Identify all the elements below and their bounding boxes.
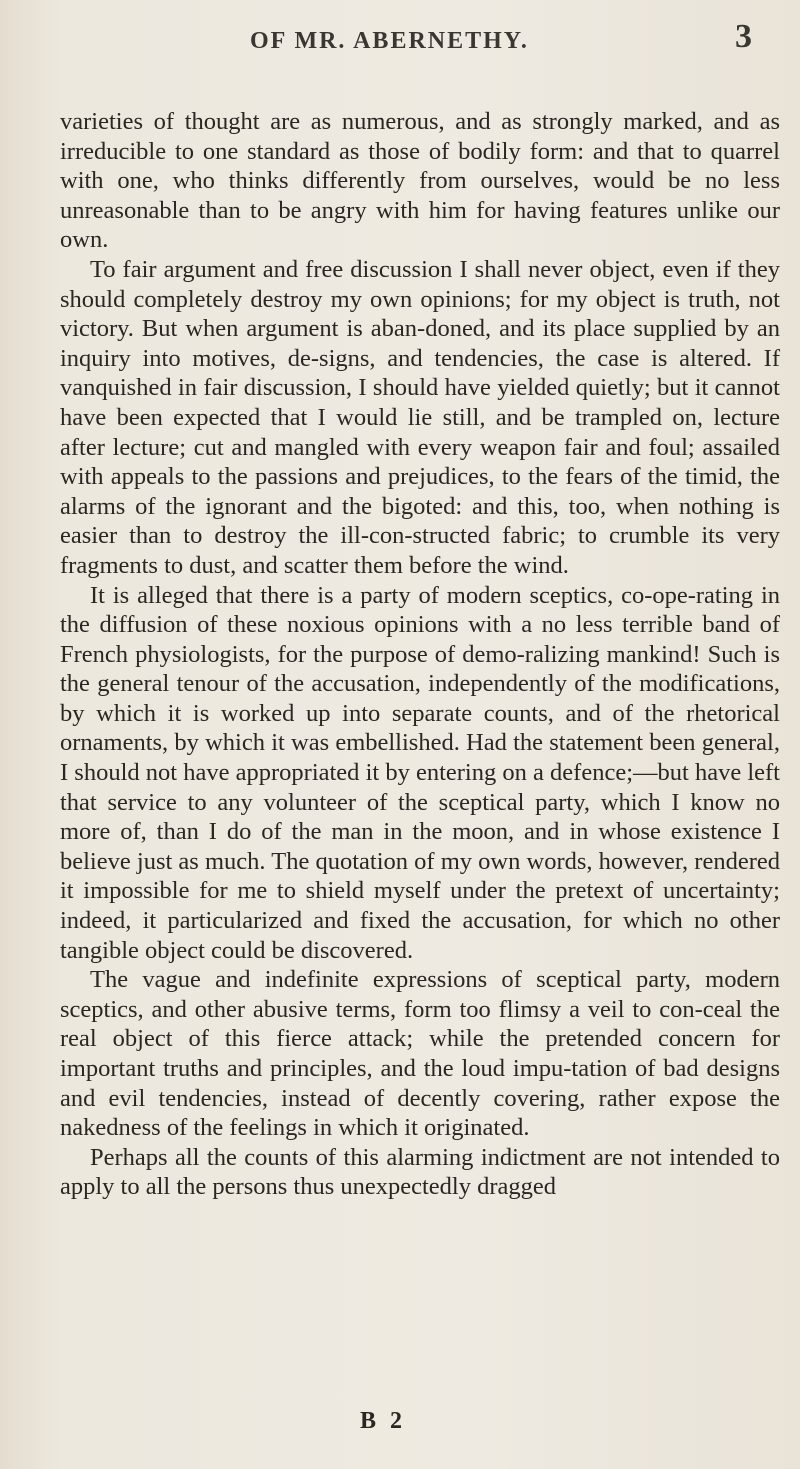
running-title: OF MR. ABERNETHY. <box>250 28 529 54</box>
body-text <box>60 107 780 1202</box>
signature-mark: B 2 <box>360 1408 407 1434</box>
paragraph-continued: varieties of thought are as numerous, and as strongly marked, and as irreducible to one standard as those of bodily form: and that to quarrel with one, who thinks differently from ourselves, would be no less unreasonable than to be angry with him for having features unlike our own. <box>60 108 780 254</box>
paragraph: To fair argument and free discussion I shall never object, even if they should completely destroy my own opinions; for my object is truth, not victory. But when argument is aban-doned, and its place supplied by an inquiry into motives, de-signs, and tendencies, the case is altered. If vanquished in fair discussion, I should have yielded quietly; but it cannot have been expected that I would lie still, and be trampled on, lecture after lecture; cut and mangled with every weapon fair and foul; assailed with appeals to the passions and prejudices, to the fears of the timid, the alarms of the ignorant and the bigoted: and this, too, when nothing is easier than to destroy the ill-con-structed fabric; to crumble its very fragments to dust, and scatter them before the wind. <box>60 255 780 579</box>
paragraph: Perhaps all the counts of this alarming indictment are not intended to apply to all the persons thus unexpectedly dragged <box>60 1143 780 1201</box>
running-head <box>0 18 800 58</box>
page-number: 3 <box>735 18 752 55</box>
paragraph: It is alleged that there is a party of modern sceptics, co-ope-rating in the diffusion of these noxious opinions with a no less terrible band of French physiologists, for the purpose of demo-ralizing mankind! Such is the general tenour of the accusation, independently of the modifications, by which it is worked up into separate counts, and of the rhetorical ornaments, by which it was embellished. Had the statement been general, I should not have appropriated it by entering on a defence;—but have left that service to any volunteer of the sceptical party, which I know no more of, than I do of the man in the moon, and in whose existence I believe just as much. The quotation of my own words, however, rendered it impossible for me to shield myself under the pretext of uncertainty; indeed, it particularized and fixed the accusation, for which no other tangible object could be discovered. <box>60 581 780 964</box>
paragraph: The vague and indefinite expressions of sceptical party, modern sceptics, and other abusive terms, form too flimsy a veil to con-ceal the real object of this fierce attack; while the pretended concern for important truths and principles, and the loud impu-tation of bad designs and evil tendencies, instead of decently covering, rather expose the nakedness of the feelings in which it originated. <box>60 966 780 1142</box>
